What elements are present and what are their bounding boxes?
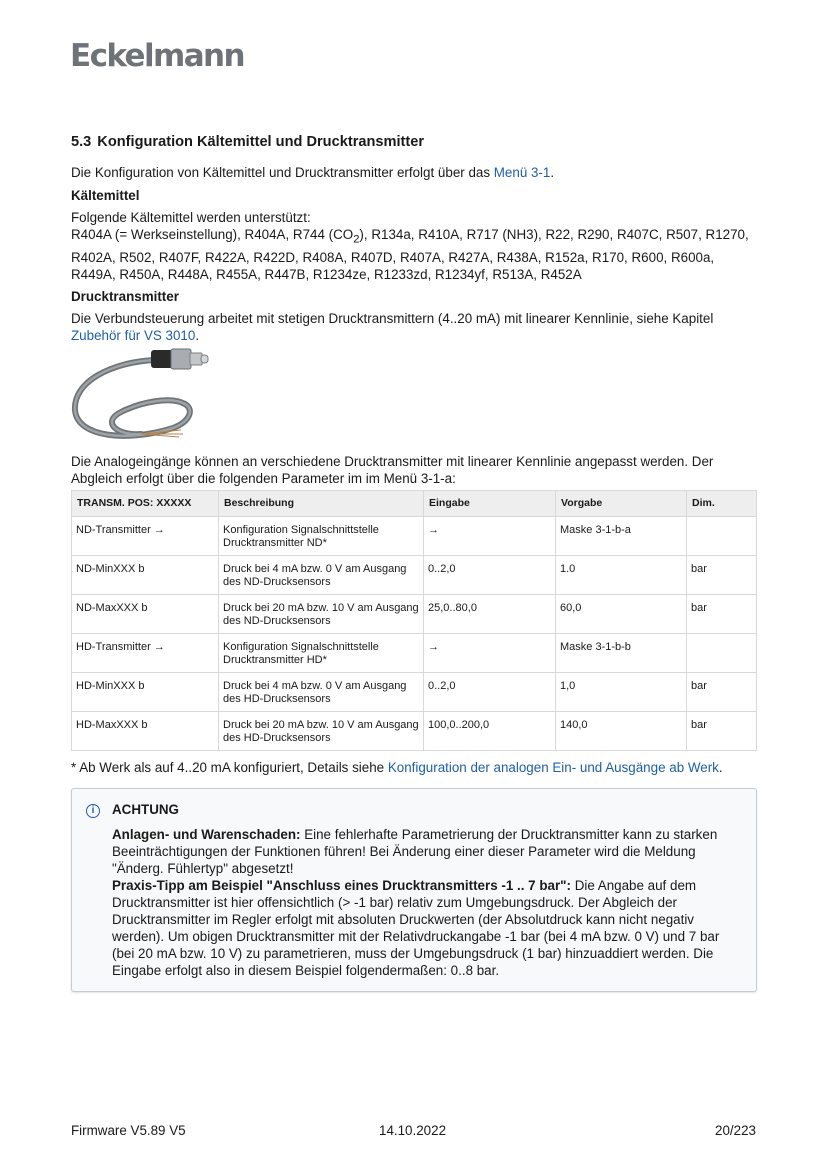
table-cell: HD-Transmitter → <box>72 633 219 672</box>
table-cell: 1.0 <box>556 555 687 594</box>
table-header: Dim. <box>687 490 757 516</box>
table-header: TRANSM. POS: XXXXX <box>72 490 219 516</box>
page-content <box>71 134 757 992</box>
table-cell: HD-MinXXX b <box>72 672 219 711</box>
table-cell: bar <box>687 672 757 711</box>
footer-date: 14.10.2022 <box>379 1123 447 1138</box>
table-cell: 140,0 <box>556 711 687 750</box>
co2-subscript: 2 <box>353 233 360 246</box>
table-header-row <box>72 490 757 516</box>
table-cell: 100,0..200,0 <box>424 711 556 750</box>
table-cell: Maske 3-1-b-b <box>556 633 687 672</box>
analog-config-link[interactable]: Konfiguration der analogen Ein- und Ausgänge ab Werk <box>387 759 719 775</box>
footnote-end: . <box>718 759 723 775</box>
refrigerants-paragraph <box>71 209 757 283</box>
intro-paragraph <box>71 164 757 181</box>
table-row <box>72 555 757 594</box>
refrigerants-intro: Folgende Kältemittel werden unterstützt: <box>71 210 311 225</box>
table-cell: 60,0 <box>556 594 687 633</box>
table-cell: 1,0 <box>556 672 687 711</box>
table-cell: → <box>424 516 556 555</box>
warning-box <box>71 788 757 992</box>
table-cell: Druck bei 4 mA bzw. 0 V am Ausgang des HD-Drucksensors <box>219 672 424 711</box>
table-cell: Maske 3-1-b-a <box>556 516 687 555</box>
transmitter-heading: Drucktransmitter <box>71 288 179 304</box>
table-cell: 0..2,0 <box>424 555 556 594</box>
tip-bold: Praxis-Tipp am Beispiel "Anschluss eines Drucktransmitters -1 .. 7 bar": <box>112 877 571 893</box>
warning-paragraph <box>112 826 742 877</box>
table-cell: bar <box>687 555 757 594</box>
refrigerants-heading: Kältemittel <box>71 188 140 203</box>
table-cell: 0..2,0 <box>424 672 556 711</box>
menu-3-1-link[interactable]: Menü 3-1 <box>493 165 551 180</box>
table-row <box>72 711 757 750</box>
table-row <box>72 594 757 633</box>
accessories-link[interactable]: Zubehör für VS 3010 <box>71 327 196 343</box>
footer-firmware: Firmware V5.89 V5 <box>71 1123 186 1138</box>
table-cell: 25,0..80,0 <box>424 594 556 633</box>
table-cell: ND-Transmitter → <box>72 516 219 555</box>
eckelmann-logo: Eckelmann <box>70 38 244 74</box>
table-cell: Druck bei 20 mA bzw. 10 V am Ausgang des HD-Drucksensors <box>219 711 424 750</box>
table-row <box>72 672 757 711</box>
footnote-text: * Ab Werk als auf 4..20 mA konfiguriert, Details siehe <box>71 759 388 775</box>
transmitter-end: . <box>195 327 200 343</box>
refrigerants-list-a: R404A (= Werkseinstellung), R404A, R744 (CO <box>71 227 354 242</box>
table-cell: HD-MaxXXX b <box>72 711 219 750</box>
table-cell <box>687 633 757 672</box>
table-header: Beschreibung <box>219 490 424 516</box>
table-cell: Druck bei 20 mA bzw. 10 V am Ausgang des ND-Drucksensors <box>219 594 424 633</box>
table-cell: Konfiguration Signalschnittstelle Drucktransmitter ND* <box>219 516 424 555</box>
transmitter-paragraph <box>71 310 757 344</box>
table-cell: ND-MaxXXX b <box>72 594 219 633</box>
table-cell: bar <box>687 711 757 750</box>
table-header: Vorgabe <box>556 490 687 516</box>
warning-title: ACHTUNG <box>112 801 179 817</box>
info-icon: i <box>86 804 100 818</box>
section-number: 5.3 <box>71 134 92 150</box>
table-cell: → <box>424 633 556 672</box>
pressure-transmitter-image <box>71 346 211 448</box>
parameter-table <box>71 490 757 751</box>
table-cell <box>687 516 757 555</box>
tip-paragraph <box>112 877 742 979</box>
section-title-text: Konfiguration Kältemittel und Drucktransmitter <box>97 134 425 150</box>
footnote <box>71 759 757 776</box>
table-cell: ND-MinXXX b <box>72 555 219 594</box>
table-cell: Druck bei 4 mA bzw. 0 V am Ausgang des ND-Drucksensors <box>219 555 424 594</box>
transmitter-text: Die Verbundsteuerung arbeitet mit stetigen Drucktransmittern (4..20 mA) mit linearer Kennlinie, siehe Kapitel <box>71 310 714 326</box>
table-row <box>72 633 757 672</box>
table-header: Eingabe <box>424 490 556 516</box>
footer-page-number: 20/223 <box>715 1123 756 1138</box>
tip-text: Die Angabe auf dem Drucktransmitter ist hier offensichtlich (> -1 bar) relativ zum Umgebungsdruck. Der Abgleich der Drucktransmitter im Regler erfolgt mit absoluten Druckwerten (der Absolutdruck kann nicht negativ werden). Um obigen Drucktransmitter mit der Relativdruckangabe -1 bar (bei 4 mA bzw. 0 V) und 7 bar (bei 20 mA bzw. 10 V) zu parametrieren, muss der Umgebungsdruck (1 bar) hinzuaddiert werden. Die Eingabe erfolgt also in diesem Beispiel folgendermaßen: 0..8 bar. <box>112 877 720 978</box>
analog-paragraph: Die Analogeingänge können an verschiedene Drucktransmitter mit linearer Kennlinie angepasst werden. Der Abgleich erfolgt über die folgenden Parameter im im Menü 3-1-a: <box>71 453 714 486</box>
refrigerants-list-b: ), R134a, R410A, R717 (NH3), R22, R290, R407C, R507, R1270, R402A, R502, R407F, R422A, R422D, R408A, R407D, R407A, R427A, R438A, R152a, R170, R600, R600a, R449A, R450A, R448A, R455A, R447B, R1234ze, R1233zd, R1234yf, R513A, R452A <box>71 227 749 282</box>
table-row <box>72 516 757 555</box>
table-cell: bar <box>687 594 757 633</box>
warning-bold: Anlagen- und Warenschaden: <box>112 826 301 842</box>
table-cell: Konfiguration Signalschnittstelle Drucktransmitter HD* <box>219 633 424 672</box>
section-title <box>71 134 757 151</box>
warning-text: Eine fehlerhafte Parametrierung der Drucktransmitter kann zu starken Beeinträchtigungen der Funktionen führen! Bei Änderung einer dieser Parameter wird die Meldung "Änderg. Fühlertyp" abgesetzt! <box>112 826 718 876</box>
intro-end: . <box>550 165 555 180</box>
intro-text: Die Konfiguration von Kältemittel und Drucktransmitter erfolgt über das <box>71 165 494 180</box>
